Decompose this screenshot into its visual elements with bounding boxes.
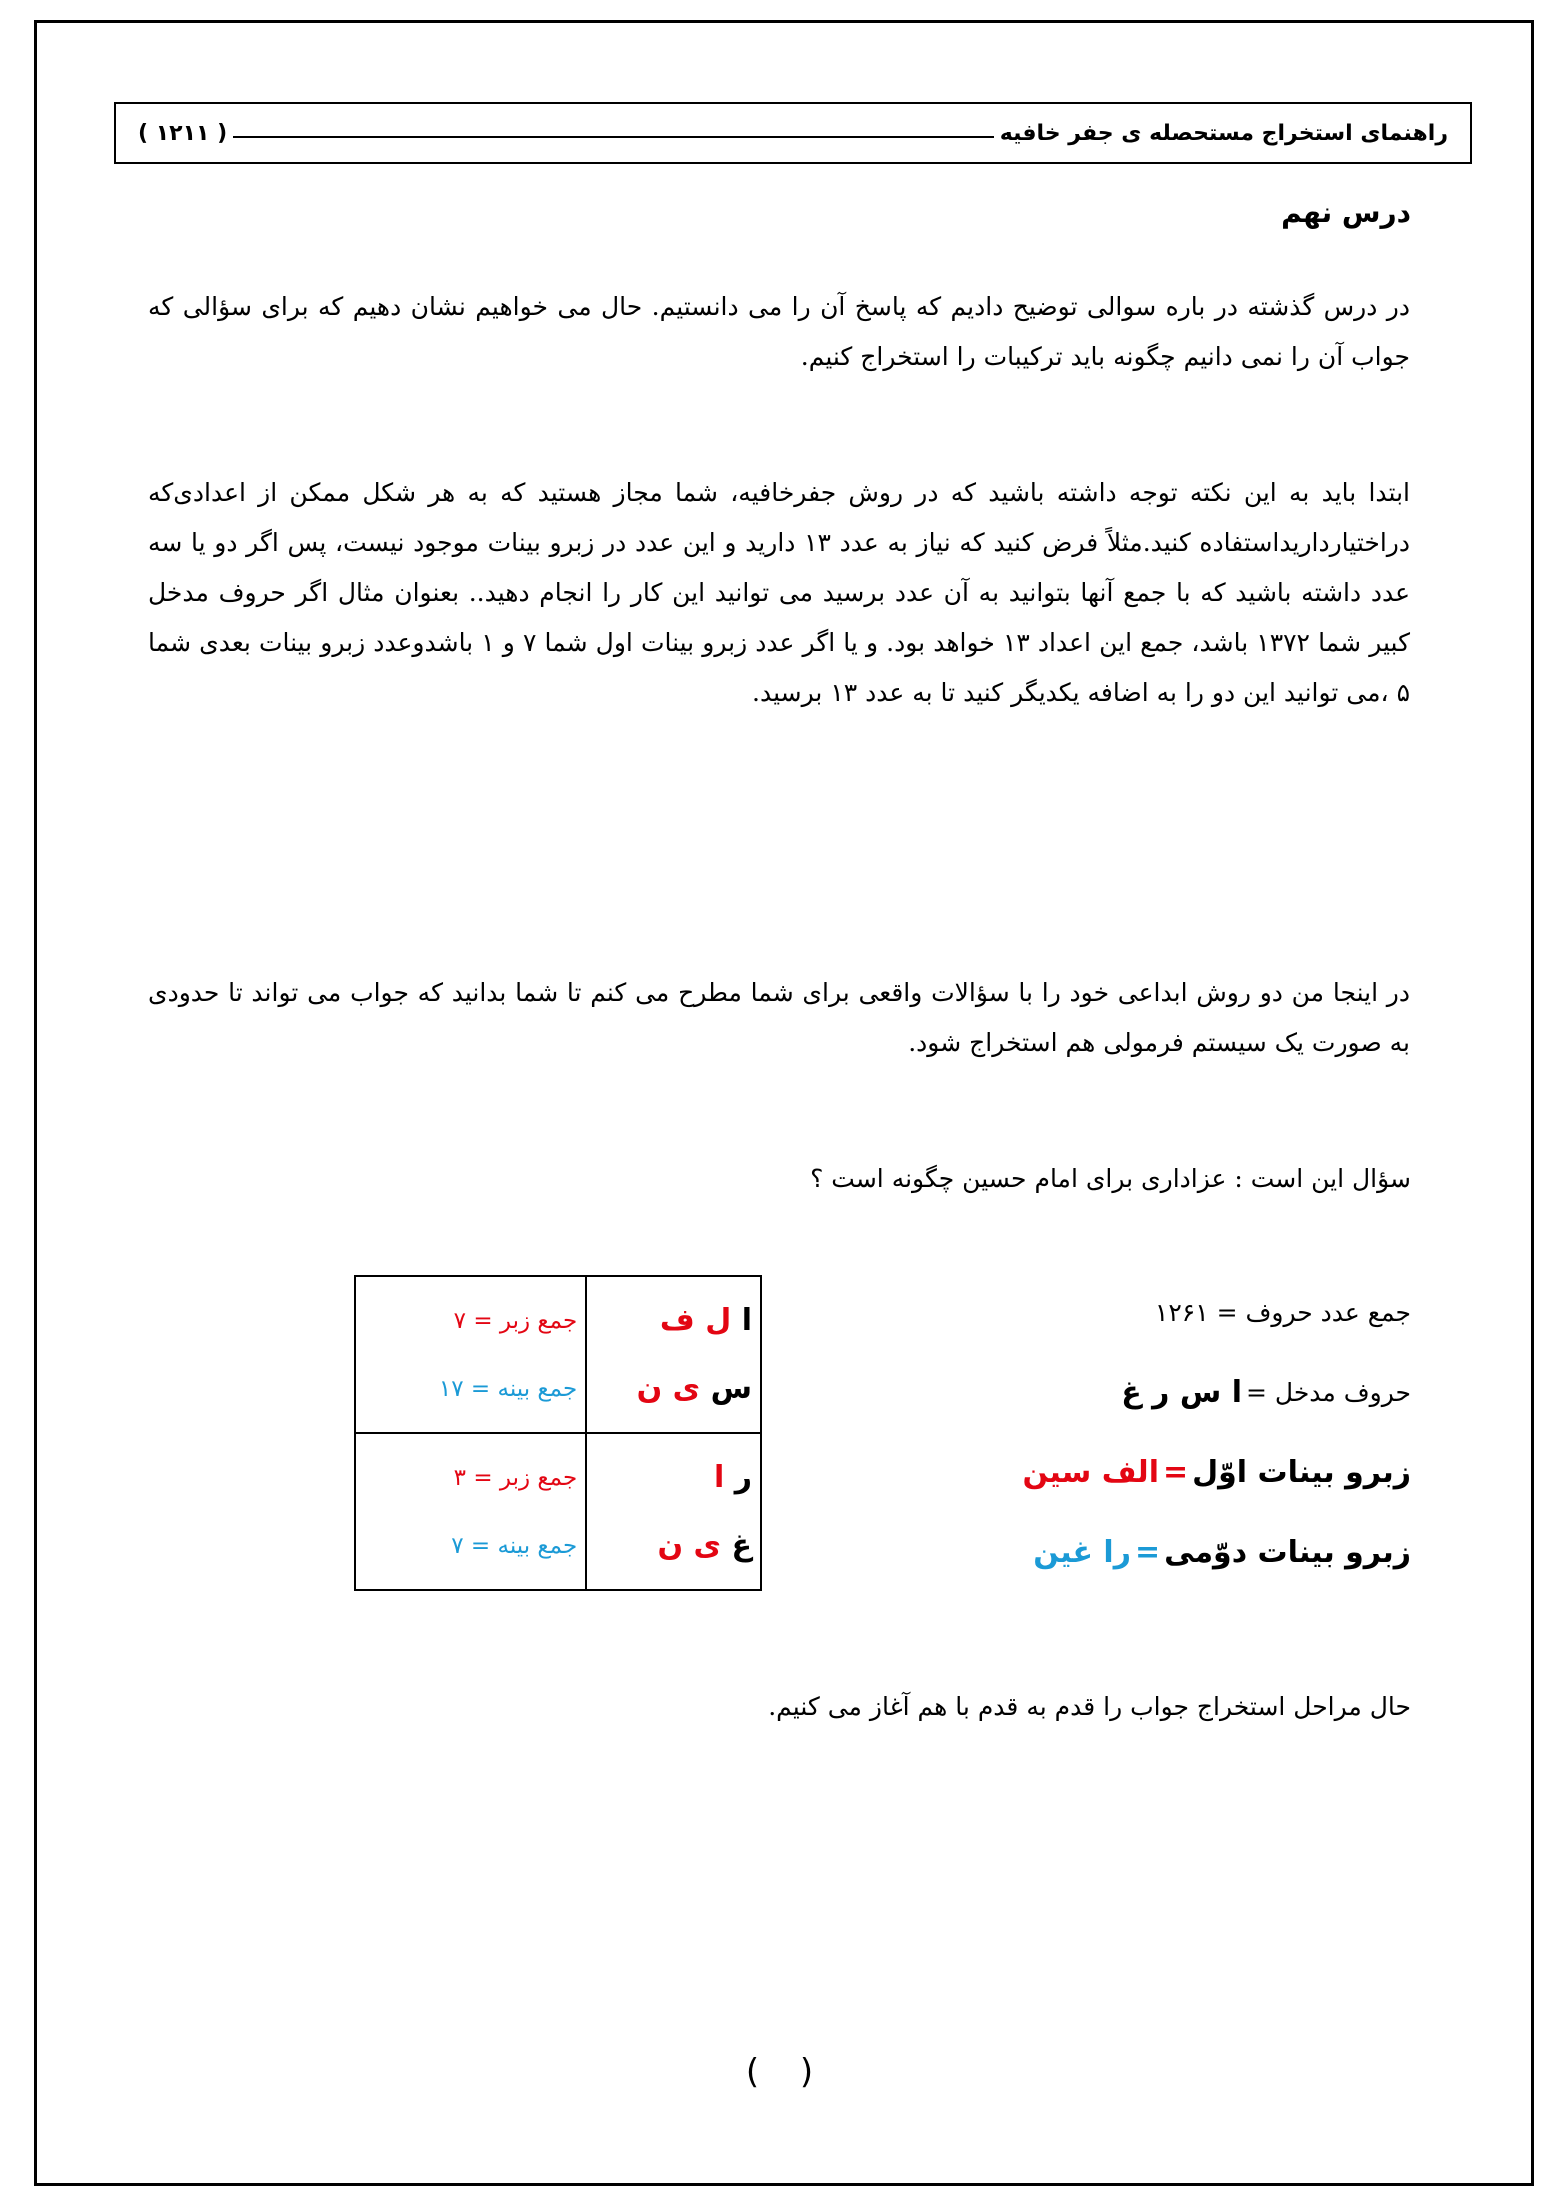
paragraph: در درس گذشته در باره سوالی توضیح دادیم که پاسخ آن را می دانستیم. حال می خواهیم نشان دهیم که برای سؤالی که جواب آن را نمی دانیم چگونه باید ترکیبات را استخراج کنیم.	[148, 292, 1410, 371]
letters-sum-label: جمع عدد حروف = ۱۲۶۱	[1154, 1297, 1411, 1327]
zabr-letters: ا ل ف	[659, 1302, 752, 1338]
sums-cell	[355, 1433, 586, 1590]
letters-cell	[586, 1276, 761, 1433]
closing-sentence: حال مراحل استخراج جواب را قدم به قدم با هم آغاز می کنیم.	[768, 1692, 1411, 1721]
first-zabr-line	[811, 1432, 1411, 1512]
letters-cell	[586, 1433, 761, 1590]
table-row	[355, 1276, 761, 1433]
second-zabr-equals: =	[1134, 1534, 1161, 1570]
abjad-table	[354, 1275, 762, 1591]
bayyenah-letters: غ ی ن	[657, 1527, 752, 1563]
running-header	[114, 102, 1472, 164]
info-list	[811, 1272, 1411, 1592]
first-zabr-label: زبرو بینات اوّل	[1192, 1454, 1411, 1490]
first-zabr-equals: =	[1162, 1454, 1189, 1490]
entry-letters-label: حروف مدخل =	[1246, 1377, 1411, 1407]
second-zabr-line	[811, 1512, 1411, 1592]
sums-cell	[355, 1276, 586, 1433]
first-zabr-value: الف سین	[1022, 1454, 1159, 1490]
bayyenah-letters: س ی ن	[636, 1370, 752, 1406]
entry-letters-line	[811, 1352, 1411, 1432]
paragraph: در اینجا من دو روش ابداعی خود را با سؤالات واقعی برای شما مطرح می کنم تا شما بدانید که جواب می تواند تا حدودی به صورت یک سیستم فرمولی هم استخراج شود.	[148, 978, 1410, 1057]
header-title: راهنمای استخراج مستحصله ی جفر خافیه	[999, 120, 1448, 146]
paragraph: ابتدا باید به این نکته توجه داشته باشید که در روش جفرخافیه، شما مجاز هستید که به هر شکل ممکن از اعدادی‌که دراختیارداریداستفاده کنید.مثلاً فرض کنید که نیاز به عدد ۱۳ دارید و این عدد در زبرو بینات موجود نیست، پس اگر دو یا سه عدد داشته باشید که با جمع آنها بتوانید به آن عدد برسید می توانید این کار را انجام دهید.. بعنوان مثال اگر حروف مدخل کبیر شما ۱۳۷۲ باشد، جمع این اعداد ۱۳ خواهد بود. و یا اگر عدد زبرو بینات اول شما ۷ و ۱ باشدوعدد زبرو بینات بعدی شما ۵ ،می توانید این دو را به اضافه یکدیگر کنید تا به عدد ۱۳ برسید.	[148, 478, 1410, 707]
bayyenah-sum: جمع بینه = ۷	[451, 1532, 578, 1559]
entry-letters-value: ا س ر غ	[1121, 1374, 1243, 1410]
second-zabr-label: زبرو بینات دوّمی	[1164, 1534, 1411, 1570]
letters-sum-line	[811, 1272, 1411, 1352]
table-row	[355, 1433, 761, 1590]
page-number: ( )	[745, 2052, 814, 2092]
second-zabr-value: را غین	[1033, 1534, 1131, 1570]
zabr-letters: ر ا	[713, 1459, 752, 1495]
zabr-sum: جمع زبر = ۳	[453, 1464, 578, 1491]
zabr-sum: جمع زبر = ۷	[453, 1307, 578, 1334]
header-page-ref: ( ۱۲۱۱ )	[138, 120, 228, 146]
bayyenah-sum: جمع بینه = ۱۷	[438, 1375, 578, 1402]
question: سؤال این است : عزاداری برای امام حسین چگونه است ؟	[810, 1164, 1411, 1193]
lesson-title: درس نهم	[1281, 196, 1411, 229]
header-rule	[233, 136, 994, 138]
